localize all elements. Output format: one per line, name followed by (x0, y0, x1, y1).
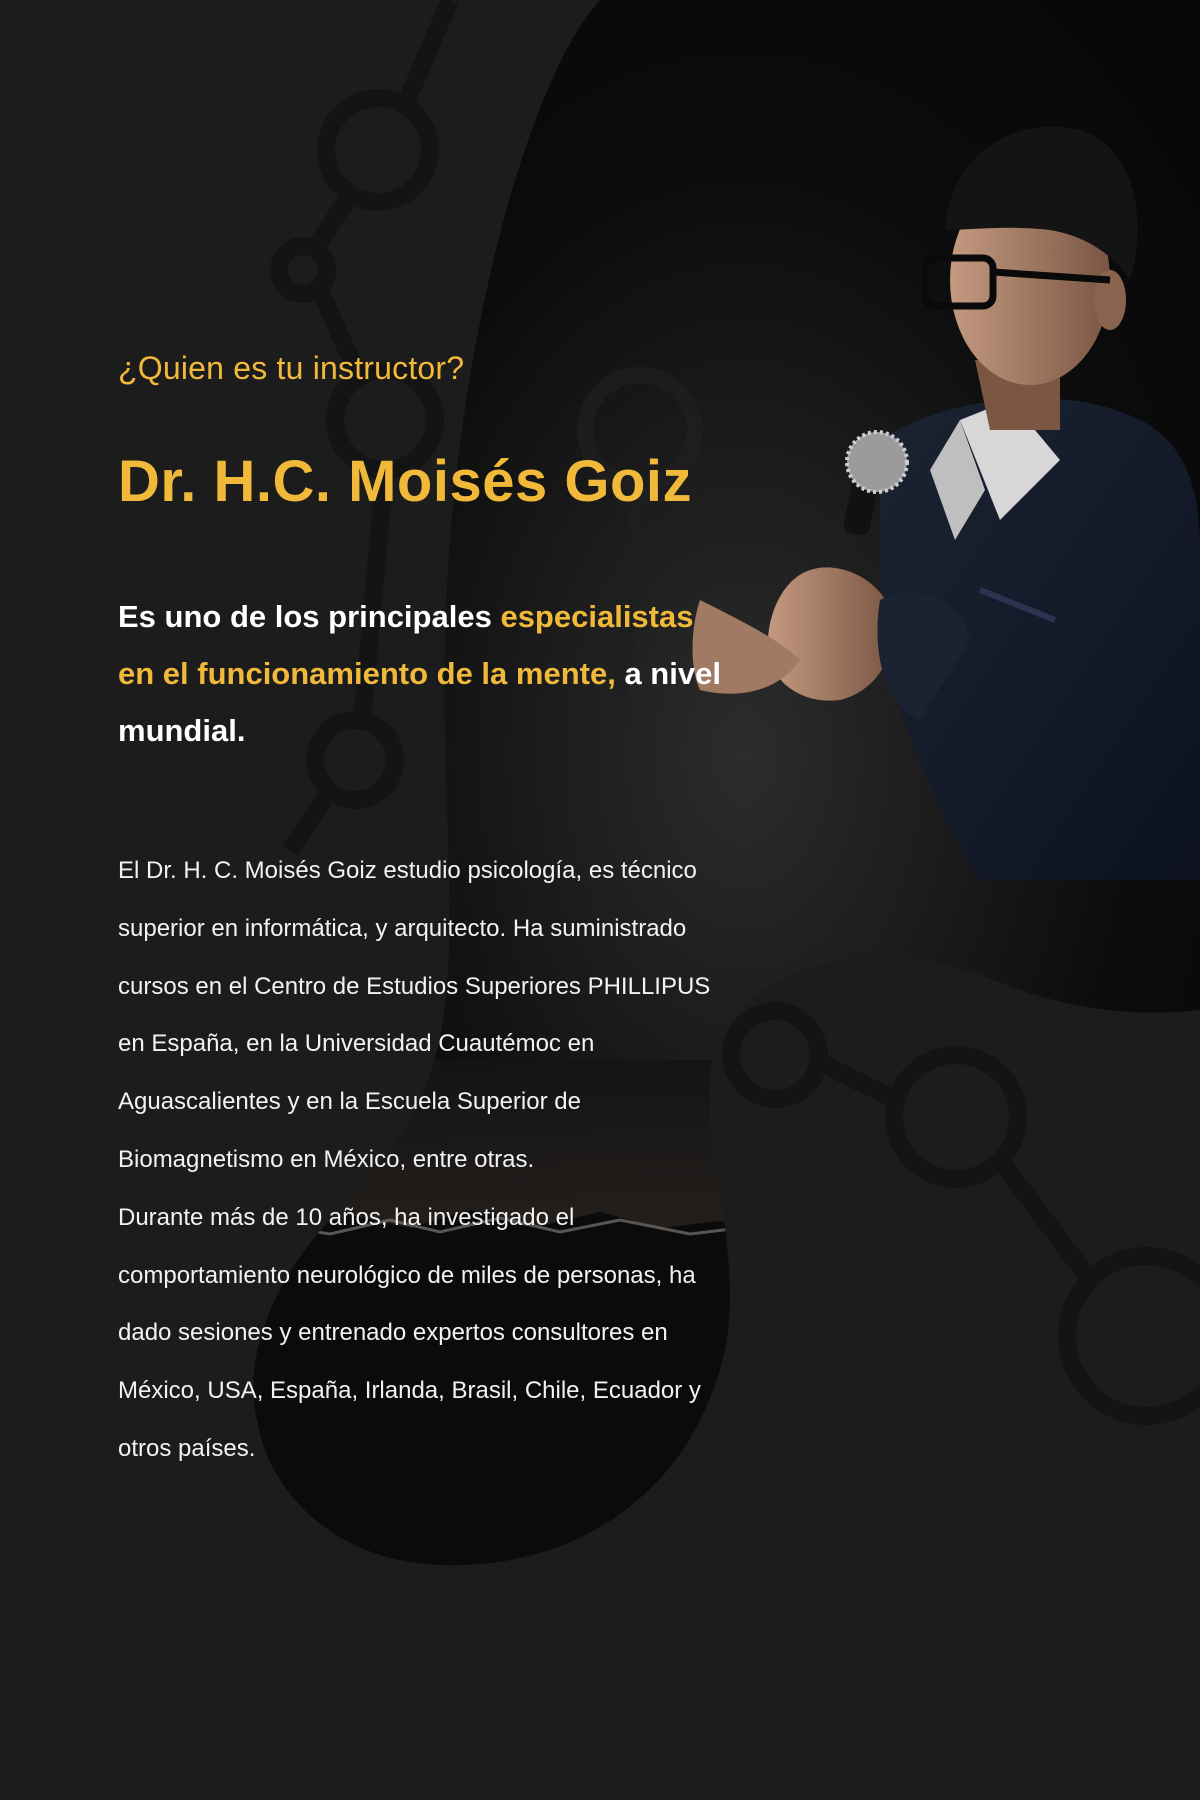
instructor-name: Dr. H.C. Moisés Goiz (118, 449, 692, 514)
bio-paragraph-1: El Dr. H. C. Moisés Goiz estudio psicología, es técnico superior en informática, y arquitecto. Ha suministrado cursos en el Centro de Estudios Superiores PHILLIPUS en España, en la Universidad Cuautémoc en Aguascalientes y en la Escuela Superior de Biomagnetismo en México, entre otras. (118, 857, 711, 1173)
lead-highlight: especialistas en el funcionamiento de la mente, (118, 599, 694, 691)
section-eyebrow: ¿Quien es tu instructor? (118, 350, 465, 386)
bio-paragraph-2: Durante más de 10 años, ha investigado el comportamiento neurológico de miles de personas, ha dado sesiones y entrenado expertos consultores en México, USA, España, Irlanda, Brasil, Chile, Ecuador y otros países. (118, 1203, 701, 1462)
lead-part-1: Es uno de los principales (118, 599, 492, 634)
bio-text (118, 842, 738, 1478)
lead-part-2: a nivel mundial. (118, 656, 721, 748)
lead-statement (118, 588, 738, 759)
